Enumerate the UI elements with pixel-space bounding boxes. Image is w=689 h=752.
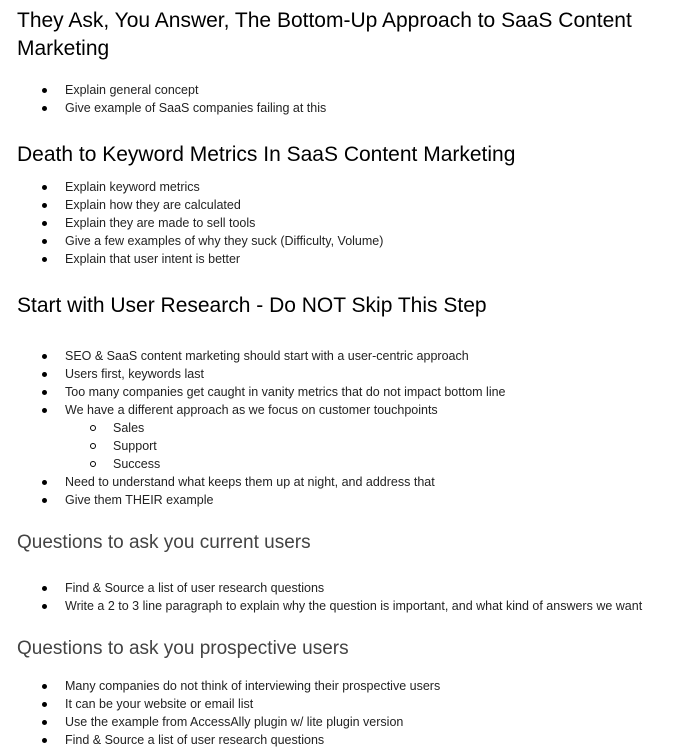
list-item-text: Many companies do not think of interviewing their prospective users <box>65 679 441 693</box>
hollow-bullet-icon <box>90 425 96 431</box>
bullet-icon <box>42 720 47 725</box>
bullet-icon <box>42 239 47 244</box>
list-item-text: Too many companies get caught in vanity metrics that do not impact bottom line <box>65 385 506 399</box>
section-heading: Start with User Research - Do NOT Skip This Step <box>17 294 487 317</box>
bullet-icon <box>42 586 47 591</box>
list-item-text: We have a different approach as we focus on customer touchpoints <box>65 403 438 417</box>
bullet-icon <box>42 372 47 377</box>
list-item-text: It can be your website or email list <box>65 697 254 711</box>
list-item-text: Success <box>113 457 161 471</box>
list-item-text: Explain keyword metrics <box>65 180 200 194</box>
list-item-text: Find & Source a list of user research questions <box>65 733 325 747</box>
bullet-icon <box>42 498 47 503</box>
list-item-text: Give example of SaaS companies failing at this <box>65 101 327 115</box>
bullet-icon <box>42 203 47 208</box>
section-heading: Death to Keyword Metrics In SaaS Content Marketing <box>17 143 516 166</box>
list-item-text: Explain they are made to sell tools <box>65 216 256 230</box>
section-heading: They Ask, You Answer, The Bottom-Up Approach to SaaS Content Marketing <box>17 9 632 60</box>
bullet-icon <box>42 738 47 743</box>
list-item-text: Need to understand what keeps them up at night, and address that <box>65 475 435 489</box>
bullet-icon <box>42 221 47 226</box>
list-item-text: Give a few examples of why they suck (Difficulty, Volume) <box>65 234 384 248</box>
list-item-text: Support <box>113 439 157 453</box>
hollow-bullet-icon <box>90 443 96 449</box>
bullet-icon <box>42 185 47 190</box>
list-item-text: Explain how they are calculated <box>65 198 241 212</box>
list-item-text: SEO & SaaS content marketing should start with a user-centric approach <box>65 349 469 363</box>
bullet-icon <box>42 408 47 413</box>
list-item-text: Find & Source a list of user research questions <box>65 581 325 595</box>
list-item-text: Explain general concept <box>65 83 199 97</box>
section-subheading: Questions to ask you prospective users <box>17 638 349 659</box>
bullet-icon <box>42 354 47 359</box>
bullet-icon <box>42 390 47 395</box>
bullet-icon <box>42 684 47 689</box>
list-item-text: Explain that user intent is better <box>65 252 241 266</box>
bullet-icon <box>42 257 47 262</box>
section-subheading: Questions to ask you current users <box>17 532 311 553</box>
bullet-icon <box>42 604 47 609</box>
bullet-icon <box>42 88 47 93</box>
hollow-bullet-icon <box>90 461 96 467</box>
list-item-text: Users first, keywords last <box>65 367 204 381</box>
list-item-text: Write a 2 to 3 line paragraph to explain why the question is important, and what kind of answers we want <box>65 599 643 613</box>
list-item-text: Use the example from AccessAlly plugin w/ lite plugin version <box>65 715 404 729</box>
bullet-icon <box>42 106 47 111</box>
list-item-text: Sales <box>113 421 145 435</box>
bullet-icon <box>42 480 47 485</box>
list-item-text: Give them THEIR example <box>65 493 214 507</box>
bullet-icon <box>42 702 47 707</box>
